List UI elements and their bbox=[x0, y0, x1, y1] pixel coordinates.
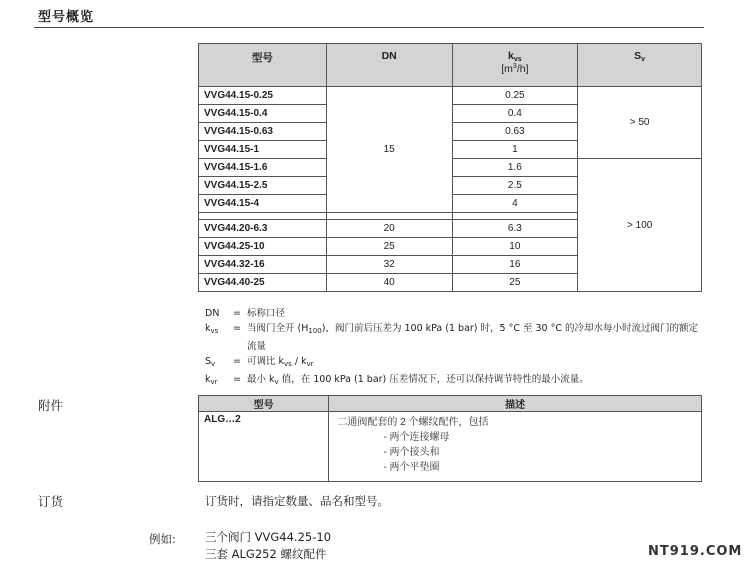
table-row: VVG44.32-16 32 16 bbox=[199, 256, 702, 274]
ordering-text: 订货时，请指定数量、品名和型号。 bbox=[205, 494, 389, 508]
table-row: VVG44.15-2.5 2.5 bbox=[199, 177, 702, 195]
table-row: VVG44.20-6.3 20 6.3 bbox=[199, 220, 702, 238]
example-label: 例如: bbox=[149, 532, 176, 546]
table-row bbox=[199, 412, 702, 482]
example-line: 三套 ALG252 螺纹配件 bbox=[205, 547, 327, 561]
watermark: NT919.COM bbox=[648, 544, 743, 559]
table-row: VVG44.25-10 25 10 bbox=[199, 238, 702, 256]
example-line: 三个阀门 VVG44.25-10 bbox=[205, 530, 332, 544]
header-sv: $S_v$ bbox=[578, 44, 702, 87]
section-title: 型号概览 bbox=[38, 10, 95, 25]
sv-cell-100: > 100 bbox=[578, 159, 702, 292]
ordering-label: 订货 bbox=[38, 494, 64, 509]
list-item: - 两个连接螺母 bbox=[383, 432, 450, 443]
table-header-row bbox=[199, 396, 702, 412]
header-description: 描述 bbox=[329, 396, 702, 412]
table-row: VVG44.15-4 4 bbox=[199, 195, 702, 213]
table-row: VVG44.15-0.63 0.63 bbox=[199, 123, 702, 141]
table-row: VVG44.40-25 40 25 bbox=[199, 274, 702, 292]
dn-cell-15: 15 bbox=[326, 87, 452, 213]
legend-item-dn: DN = 标称口径 bbox=[205, 308, 286, 319]
sv-cell-50: > 50 bbox=[578, 87, 702, 159]
header-model: 型号 bbox=[199, 44, 327, 87]
header-model: 型号 bbox=[199, 396, 329, 412]
legend bbox=[205, 306, 717, 390]
accessories-label: 附件 bbox=[38, 398, 64, 413]
table-row: VVG44.15-0.25 15 0.25 > 50 bbox=[199, 87, 702, 105]
accessories-table bbox=[198, 395, 702, 482]
list-item: - 两个接头和 bbox=[383, 447, 440, 458]
header-dn: DN bbox=[326, 44, 452, 87]
table-row: VVG44.15-0.4 0.4 bbox=[199, 105, 702, 123]
legend-item-kvr: $k_{vr}$ = 最小 $k_v$ 值，在 100 kPa (1 bar) 压差情况下，还可以保持调节特性的最小流量。 bbox=[205, 374, 589, 386]
table-row: VVG44.15-1.6 1.6 > 100 bbox=[199, 159, 702, 177]
accessory-description: 二通阀配套的 2 个螺纹配件，包括 - 两个连接螺母 - 两个接头和 - 两个平垫圈 bbox=[329, 412, 702, 482]
legend-item-kvs: $k_{vs}$ = 当阀门全开 $(H_{100})$，阀门前后压差为 100 kPa (1 bar) 时，5 °C 至 30 °C 的冷却水每小时流过阀门的额定 流量 bbox=[205, 323, 699, 352]
legend-item-sv: $S_v$ = 可调比 $k_{vs} / k_{vr}$ bbox=[205, 356, 314, 368]
accessory-model: ALG…2 bbox=[199, 412, 329, 482]
list-item: - 两个平垫圈 bbox=[383, 462, 440, 473]
table-header-row bbox=[199, 44, 702, 87]
model-overview-table bbox=[198, 43, 702, 292]
table-row: VVG44.15-1 1 bbox=[199, 141, 702, 159]
header-divider bbox=[34, 27, 704, 28]
example-lines bbox=[205, 529, 331, 563]
header-kvs: $k_{vs}$ $[m^3/h]$ bbox=[452, 44, 578, 87]
